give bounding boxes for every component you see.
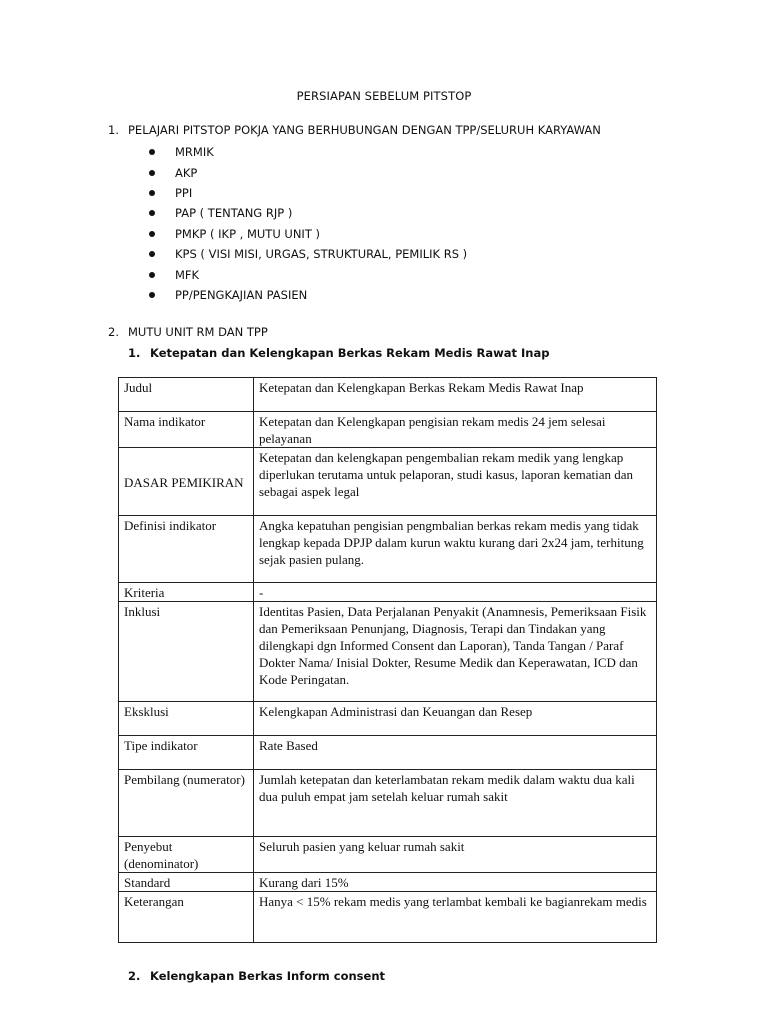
table-cell-value: Ketepatan dan kelengkapan pengembalian rekam medik yang lengkap diperlukan terutama untuk pelaporan, studi kasus, laporan kematian dan sebagai aspek legal (254, 448, 657, 516)
list-item (147, 203, 467, 223)
section-1-list (147, 142, 467, 305)
list-item-text: PP/PENGKAJIAN PASIEN (175, 287, 308, 302)
table-cell-label: Eksklusi (119, 702, 254, 736)
subsection-1-heading (128, 346, 549, 360)
table-cell-label: Pembilang (numerator) (119, 770, 254, 837)
table-row (119, 378, 657, 412)
list-item (147, 162, 467, 182)
section-2-text: MUTU UNIT RM DAN TPP (128, 325, 268, 339)
subsection-1-text: Ketepatan dan Kelengkapan Berkas Rekam Medis Rawat Inap (150, 346, 550, 360)
table-cell-value: Rate Based (254, 736, 657, 770)
table-cell-label: Kriteria (119, 583, 254, 602)
table-cell-label: Definisi indikator (119, 516, 254, 583)
table-cell-value: Hanya < 15% rekam medis yang terlambat kembali ke bagianrekam medis (254, 892, 657, 943)
table-cell-label: Inklusi (119, 602, 254, 702)
list-item-text: PPI (175, 185, 193, 200)
bullet-icon (149, 170, 155, 176)
table-cell-value: Angka kepatuhan pengisian pengmbalian berkas rekam medis yang tidak lengkap kepada DPJP dalam kurun waktu kurang dari 2x24 jam, terhitung sejak pasien pulang. (254, 516, 657, 583)
table-cell-label: Nama indikator (119, 412, 254, 448)
table-cell-label: Judul (119, 378, 254, 412)
list-item (147, 224, 467, 244)
list-item-text: PAP ( TENTANG RJP ) (175, 206, 293, 221)
table-row (119, 873, 657, 892)
table-cell-value: Seluruh pasien yang keluar rumah sakit (254, 837, 657, 873)
table-cell-value: Ketepatan dan Kelengkapan pengisian rekam medis 24 jem selesai pelayanan (254, 412, 657, 448)
bullet-icon (149, 210, 155, 216)
table-cell-value: Jumlah ketepatan dan keterlambatan rekam medik dalam waktu dua kali dua puluh empat jam setelah keluar rumah sakit (254, 770, 657, 837)
section-1-number: 1. (108, 123, 119, 137)
table-cell-label: DASAR PEMIKIRAN (119, 448, 254, 516)
table-cell-label: Keterangan (119, 892, 254, 943)
table-cell-value: Kelengkapan Administrasi dan Keuangan dan Resep (254, 702, 657, 736)
list-item-text: MRMIK (175, 145, 214, 160)
table-row (119, 770, 657, 837)
subsection-2-number: 2. (128, 969, 141, 983)
table-row (119, 516, 657, 583)
table-row (119, 736, 657, 770)
bullet-icon (149, 272, 155, 278)
page-title: PERSIAPAN SEBELUM PITSTOP (296, 89, 472, 103)
table-row (119, 583, 657, 602)
table-cell-value: Kurang dari 15% (254, 873, 657, 892)
table-cell-value: Ketepatan dan Kelengkapan Berkas Rekam Medis Rawat Inap (254, 378, 657, 412)
table-cell-value: - (254, 583, 657, 602)
subsection-2-text: Kelengkapan Berkas Inform consent (150, 969, 386, 983)
section-1-text: PELAJARI PITSTOP POKJA YANG BERHUBUNGAN DENGAN TPP/SELURUH KARYAWAN (128, 123, 601, 137)
table-cell-label: Standard (119, 873, 254, 892)
indicator-table (118, 377, 657, 943)
subsection-2-heading (128, 969, 385, 983)
section-1-heading (108, 123, 601, 137)
bullet-icon (149, 251, 155, 257)
table-row (119, 892, 657, 943)
bullet-icon (149, 190, 155, 196)
list-item (147, 183, 467, 203)
list-item (147, 285, 467, 305)
bullet-icon (149, 231, 155, 237)
table-cell-value: Identitas Pasien, Data Perjalanan Penyakit (Anamnesis, Pemeriksaan Fisik dan Pemeriksaan Penunjang, Diagnosis, Terapi dan Tindakan yang dilengkapi dgn Informed Consent dan Laporan), Tanda Tangan / Paraf Dokter Nama/ Inisial Dokter, Resume Medik dan Keperawatan, ICD dan Kode Peringatan. (254, 602, 657, 702)
table-row (119, 702, 657, 736)
table-row (119, 837, 657, 873)
list-item (147, 244, 467, 264)
table-cell-label: Penyebut (denominator) (119, 837, 254, 873)
list-item (147, 264, 467, 284)
subsection-1-number: 1. (128, 346, 141, 360)
list-item-text: KPS ( VISI MISI, URGAS, STRUKTURAL, PEMILIK RS ) (175, 247, 468, 262)
table-cell-label: Tipe indikator (119, 736, 254, 770)
list-item (147, 142, 467, 162)
list-item-text: MFK (175, 267, 200, 282)
list-item-text: AKP (175, 165, 198, 180)
list-item-text: PMKP ( IKP , MUTU UNIT ) (175, 226, 320, 241)
table-row (119, 412, 657, 448)
bullet-icon (149, 292, 155, 298)
section-2-number: 2. (108, 325, 119, 339)
table-row (119, 448, 657, 516)
bullet-icon (149, 149, 155, 155)
section-2-heading (108, 325, 268, 339)
table-row (119, 602, 657, 702)
